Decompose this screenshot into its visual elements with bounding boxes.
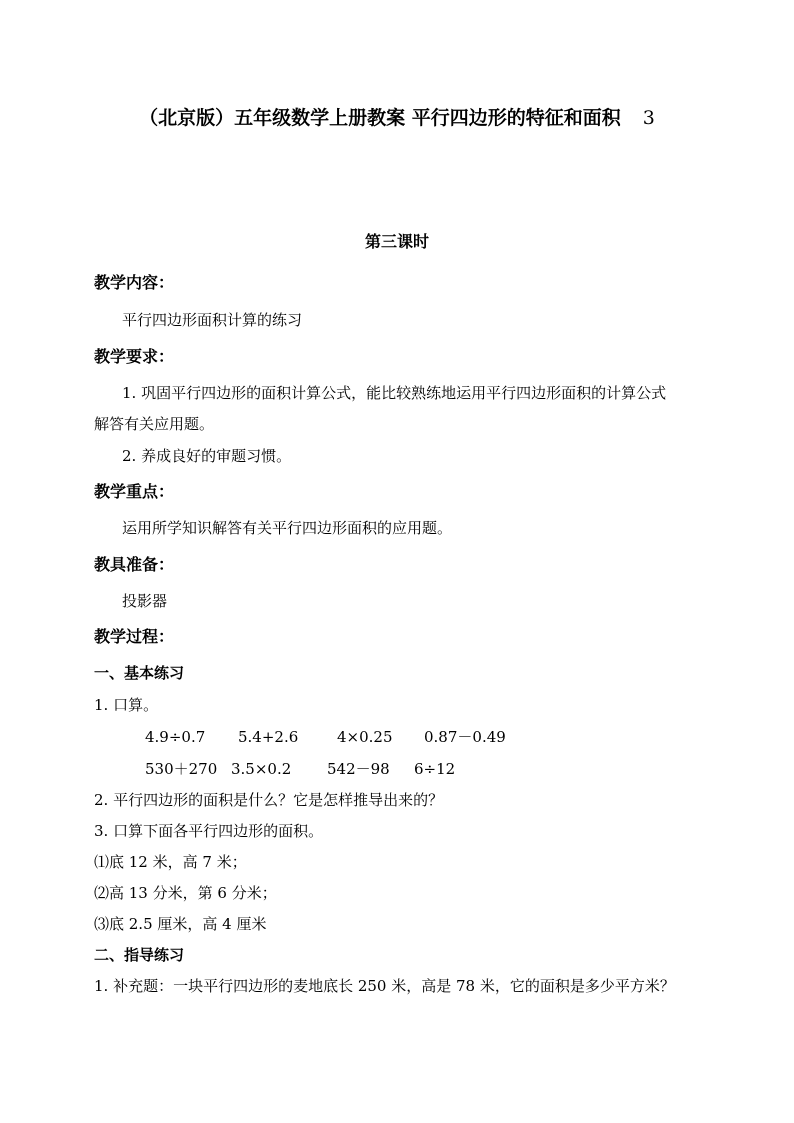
document-title (0, 106, 794, 130)
process-heading: 教学过程： (94, 627, 175, 646)
section-1-question-1: 1. 口算。 (94, 696, 159, 714)
key-points-text: 运用所学知识解答有关平行四边形面积的应用题。 (122, 519, 453, 537)
tools-text: 投影器 (122, 592, 168, 610)
mental-math-item: 4.9÷0.7 (145, 728, 206, 746)
mental-math-item: 530＋270 (145, 760, 218, 778)
document-title-number: 3 (642, 107, 655, 129)
mental-math-item: 5.4+2.6 (238, 728, 299, 746)
content-heading: 教学内容： (94, 273, 175, 292)
section-1-question-2: 2. 平行四边形的面积是什么？它是怎样推导出来的？ (94, 791, 444, 809)
content-text: 平行四边形面积计算的练习 (122, 311, 303, 329)
lesson-title: 第三课时 (364, 232, 429, 251)
requirement-item-1: 1. 巩固平行四边形的面积计算公式，能比较熟练地运用平行四边形面积的计算公式 (122, 384, 667, 402)
question-3-part-c: ⑶底 2.5 厘米，高 4 厘米 (94, 915, 267, 933)
mental-math-item: 6÷12 (414, 760, 456, 778)
section-2-question-1: 1. 补充题：一块平行四边形的麦地底长 250 米，高是 78 米，它的面积是多少平方米？ (94, 977, 675, 995)
requirement-item-2: 2. 养成良好的审题习惯。 (122, 447, 292, 465)
mental-math-item: 3.5×0.2 (231, 760, 292, 778)
section-1-heading: 一、基本练习 (94, 664, 185, 682)
document-title-text: （北京版）五年级数学上册教案 平行四边形的特征和面积 (139, 107, 621, 129)
section-1-question-3: 3. 口算下面各平行四边形的面积。 (94, 822, 324, 840)
mental-math-row-1 (145, 727, 506, 747)
question-3-part-a: ⑴底 12 米，高 7 米； (94, 853, 247, 871)
mental-math-item: 542－98 (327, 760, 390, 778)
key-points-heading: 教学重点： (94, 482, 175, 501)
requirements-heading: 教学要求： (94, 347, 175, 366)
tools-heading: 教具准备： (94, 555, 175, 574)
section-2-heading: 二、指导练习 (94, 946, 185, 964)
mental-math-item: 4×0.25 (337, 728, 393, 746)
mental-math-item: 0.87－0.49 (424, 728, 506, 746)
requirement-item-1-continued: 解答有关应用题。 (94, 415, 215, 433)
question-3-part-b: ⑵高 13 分米，第 6 分米； (94, 884, 277, 902)
mental-math-row-2 (145, 759, 455, 779)
